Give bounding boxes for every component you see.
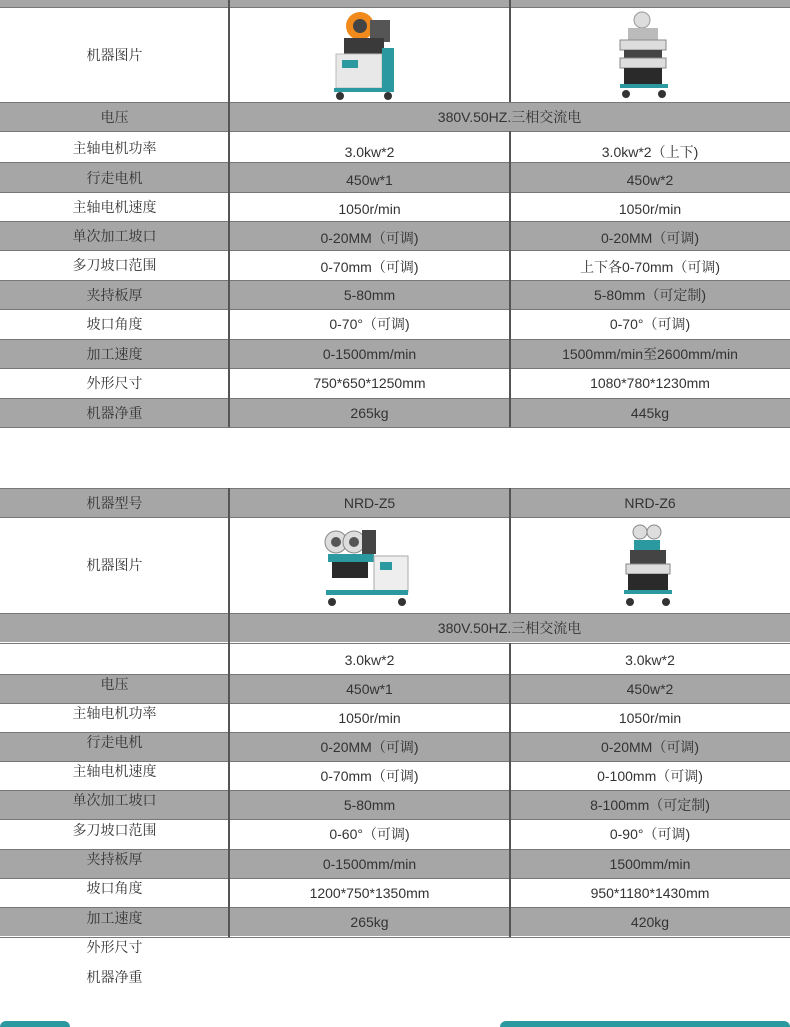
- spec-value-b: 上下各0-70mm（可调): [579, 258, 720, 275]
- voltage-label: 电压: [100, 108, 129, 125]
- spec-value-b: 1500mm/min至2600mm/min: [562, 345, 738, 362]
- spec-label: 电压: [100, 675, 129, 692]
- voltage-value: 380V.50HZ.三相交流电: [437, 619, 582, 636]
- spec-label: 机器净重: [86, 968, 143, 985]
- spec-value-b: 5-80mm（可定制): [593, 286, 706, 303]
- spec-value-b: 445kg: [630, 404, 670, 421]
- image-label: 机器图片: [86, 557, 143, 573]
- spec-value-b: 0-100mm（可调): [597, 767, 703, 784]
- spec-label: 多刀坡口范围: [72, 821, 157, 838]
- model-b: NRD-Z6: [624, 494, 676, 511]
- model-label: 机器型号: [86, 494, 143, 511]
- spec-label: 行走电机: [86, 169, 143, 186]
- spec-value-a: 1050r/min: [338, 200, 401, 217]
- image-label: 机器图片: [86, 47, 143, 63]
- spec-value-b: 450w*2: [626, 680, 674, 697]
- spec-value-b: 3.0kw*2（上下): [601, 143, 699, 160]
- spec-value-a: 265kg: [350, 404, 389, 421]
- spec-value-b: 0-70°（可调): [609, 315, 691, 332]
- spec-label: 主轴电机速度: [72, 198, 157, 215]
- spec-value-b: 3.0kw*2: [625, 651, 675, 668]
- spec-value-b: 8-100mm（可定制): [590, 796, 710, 813]
- spec-value-b: 0-90°（可调): [609, 825, 691, 842]
- spec-label: 夹持板厚: [86, 850, 143, 867]
- model-a: NRD-Z5: [343, 494, 396, 511]
- spec-label: 多刀坡口范围: [72, 256, 157, 273]
- spec-value-a: 0-70°（可调): [329, 315, 410, 332]
- spec-value-a: 450w*1: [346, 680, 393, 697]
- spec-label: 单次加工坡口: [72, 227, 157, 244]
- spec-label: 坡口角度: [86, 315, 143, 332]
- spec-value-b: 450w*2: [626, 171, 674, 188]
- machine-photo-icon: [620, 520, 676, 612]
- spec-label: 夹持板厚: [86, 286, 143, 303]
- spec-value-a: 5-80mm: [343, 796, 396, 813]
- spec-label: 加工速度: [86, 909, 143, 926]
- spec-label: 外形尺寸: [86, 374, 143, 391]
- spec-value-a: 3.0kw*2: [344, 143, 395, 160]
- image-row: [0, 517, 790, 613]
- footer-band-right: [500, 1021, 790, 1027]
- spec-label: 机器净重: [86, 404, 143, 421]
- spec-value-a: 0-20MM（可调): [320, 229, 419, 246]
- spec-value-a: 450w*1: [346, 171, 393, 188]
- spec-label: 坡口角度: [86, 879, 143, 896]
- spec-value-b: 1080*780*1230mm: [590, 374, 710, 391]
- spec-value-a: 0-20MM（可调): [320, 738, 419, 755]
- spec-value-b: 1050r/min: [618, 709, 682, 726]
- spec-label: 主轴电机功率: [72, 139, 157, 156]
- spec-value-a: 1050r/min: [338, 709, 401, 726]
- spec-value-a: 5-80mm: [343, 286, 396, 303]
- spec-value-a: 0-60°（可调): [329, 825, 410, 842]
- voltage-value: 380V.50HZ.三相交流电: [437, 108, 582, 125]
- spec-value-b: 1050r/min: [618, 200, 682, 217]
- spec-value-a: 0-1500mm/min: [322, 855, 417, 872]
- spec-value-a: 0-70mm（可调): [320, 258, 419, 275]
- footer-band-left: [0, 1021, 70, 1027]
- spec-value-a: 265kg: [350, 913, 389, 930]
- spec-value-b: 0-20MM（可调): [600, 738, 699, 755]
- spec-value-b: 950*1180*1430mm: [590, 884, 710, 901]
- spec-label: 加工速度: [86, 345, 143, 362]
- spec-label: 单次加工坡口: [72, 791, 157, 808]
- spec-label: 主轴电机功率: [72, 704, 157, 721]
- spec-label: 外形尺寸: [86, 938, 143, 955]
- spec-value-a: 750*650*1250mm: [313, 374, 426, 391]
- spec-label: 行走电机: [86, 733, 143, 750]
- spec-value-b: 1500mm/min: [609, 855, 691, 872]
- spec-value-b: 420kg: [630, 913, 670, 930]
- spec-label: 主轴电机速度: [72, 762, 157, 779]
- spec-value-a: 0-70mm（可调): [320, 767, 419, 784]
- spec-value-a: 3.0kw*2: [344, 651, 395, 668]
- voltage-row: [0, 613, 790, 642]
- machine-photo-icon: [322, 520, 412, 612]
- model-row: [0, 488, 790, 517]
- spec-value-a: 1200*750*1350mm: [309, 884, 430, 901]
- spec-value-b: 0-20MM（可调): [600, 229, 699, 246]
- spec-value-a: 0-1500mm/min: [322, 345, 417, 362]
